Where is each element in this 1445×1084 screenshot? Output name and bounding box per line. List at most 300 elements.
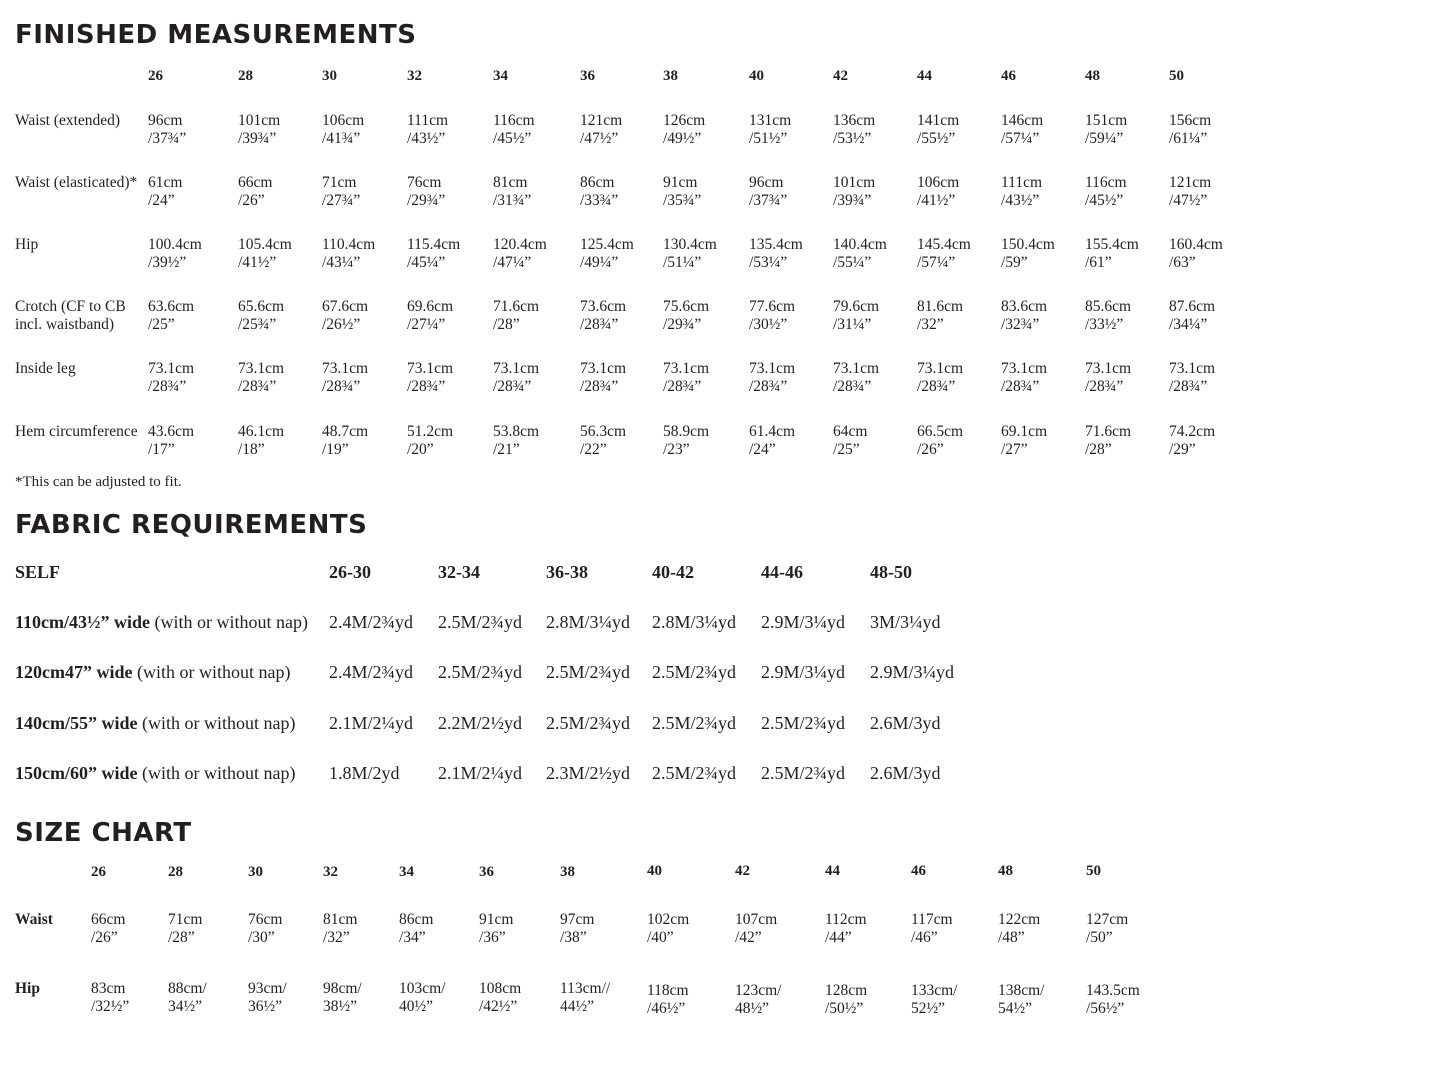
measurement-cell [833, 174, 875, 210]
measurement-cell [493, 423, 539, 459]
size-cell [647, 982, 689, 1018]
size-cell [91, 980, 129, 1016]
size-cell [399, 980, 446, 1016]
measurement-value: /47½” [580, 130, 619, 147]
size-value: /50” [1086, 929, 1113, 946]
measurement-value: /43¼” [322, 254, 361, 271]
measurement-value: /47¼” [493, 254, 532, 271]
size-value: 118cm [647, 982, 689, 999]
measurement-value: 58.9cm [663, 423, 710, 440]
size-value: /30” [248, 929, 275, 946]
measurement-cell [663, 174, 701, 210]
measurement-value: 116cm [1085, 174, 1127, 191]
measurement-cell [833, 298, 879, 334]
size-cell [825, 911, 867, 947]
nap-note: (with or without nap) [137, 763, 296, 783]
measurement-value: /49½” [663, 130, 702, 147]
size-value: 83cm [91, 980, 126, 997]
measurement-value: /31¾” [493, 192, 532, 209]
size-value: 88cm/ [168, 980, 207, 997]
measurement-cell [148, 360, 194, 396]
measurement-cell [580, 298, 626, 334]
measurement-cell [322, 298, 368, 334]
fabric-amount: 2.5M/2¾yd [761, 763, 846, 783]
measurement-value: /25” [833, 441, 860, 458]
measurement-value: 51.2cm [407, 423, 454, 440]
measurement-cell [407, 174, 445, 210]
size-header: 42 [735, 863, 750, 879]
measurement-cell [833, 112, 875, 148]
measurement-value: 69.6cm [407, 298, 454, 315]
measurement-cell [917, 236, 971, 272]
size-value: /28” [168, 929, 195, 946]
size-cell [323, 911, 357, 947]
measurement-cell [322, 423, 368, 459]
measurement-value: 53.8cm [493, 423, 540, 440]
size-header: 34 [493, 68, 508, 84]
size-cell [479, 980, 521, 1016]
measurement-value: /27¼” [407, 316, 446, 333]
measurement-value: /28¾” [580, 378, 619, 395]
size-value: 98cm/ [323, 980, 362, 997]
size-value: /32½” [91, 998, 130, 1015]
measurement-value: 73.1cm [580, 360, 627, 377]
size-header: 40 [647, 863, 662, 879]
measurement-cell [749, 423, 795, 459]
measurement-value: /35¾” [663, 192, 702, 209]
measurement-value: /26” [917, 441, 944, 458]
measurement-value: 136cm [833, 112, 876, 129]
measurement-value: 73.1cm [407, 360, 454, 377]
measurement-value: 66.5cm [917, 423, 964, 440]
size-value: 103cm/ [399, 980, 446, 997]
measurement-cell [238, 236, 292, 272]
size-value: /40” [647, 929, 674, 946]
size-value: 123cm/ [735, 982, 782, 999]
measurement-value: 105.4cm [238, 236, 292, 253]
measurement-value: 150.4cm [1001, 236, 1055, 253]
size-value: 71cm [168, 911, 203, 928]
size-cell [560, 911, 594, 947]
size-value: /42” [735, 929, 762, 946]
measurement-cell [1085, 236, 1139, 272]
measurement-value: /61¼” [1169, 130, 1208, 147]
size-value: 34½” [168, 998, 203, 1015]
measurement-cell [1169, 360, 1215, 396]
measurement-value: /29¾” [407, 192, 446, 209]
measurement-value: 106cm [322, 112, 365, 129]
size-value: 143.5cm [1086, 982, 1140, 999]
fabric-amount: 2.5M/2¾yd [652, 763, 737, 783]
row-label [15, 360, 76, 378]
measurement-value: 81cm [493, 174, 528, 191]
size-header: 36 [580, 68, 595, 84]
measurement-value: /51½” [749, 130, 788, 147]
size-value: 36½” [248, 998, 283, 1015]
size-value: 108cm [479, 980, 522, 997]
measurement-value: /34¼” [1169, 316, 1208, 333]
measurement-cell [663, 360, 709, 396]
measurement-value: 101cm [238, 112, 281, 129]
row-label-line: incl. waistband) [15, 316, 115, 333]
measurement-cell [580, 423, 626, 459]
measurement-value: /28” [1085, 441, 1112, 458]
measurement-cell [1001, 174, 1042, 210]
measurement-cell [1085, 112, 1127, 148]
measurement-value: 106cm [917, 174, 960, 191]
fabric-amount: 2.9M/3¼yd [761, 662, 846, 682]
measurement-value: /32” [917, 316, 944, 333]
size-header: 36 [479, 864, 494, 880]
measurement-value: /25” [148, 316, 175, 333]
measurement-value: /55½” [917, 130, 956, 147]
size-header: 42 [833, 68, 848, 84]
measurement-value: /33¾” [580, 192, 619, 209]
size-value: /46” [911, 929, 938, 946]
measurement-cell [322, 112, 364, 148]
size-value: 122cm [998, 911, 1041, 928]
fabric-amount: 2.5M/2¾yd [652, 662, 737, 682]
size-cell [560, 980, 610, 1016]
measurement-value: /41½” [238, 254, 277, 271]
row-label: Hip [15, 980, 40, 997]
size-value: /46½” [647, 1000, 686, 1017]
size-value: 66cm [91, 911, 126, 928]
fabric-amount: 2.8M/3¼yd [652, 612, 737, 632]
measurement-value: /57¼” [917, 254, 956, 271]
size-value: 102cm [647, 911, 690, 928]
measurement-cell [493, 236, 547, 272]
size-value: 54½” [998, 1000, 1033, 1017]
measurement-value: /39½” [148, 254, 187, 271]
measurement-value: /53¼” [749, 254, 788, 271]
size-value: 112cm [825, 911, 867, 928]
measurement-value: /29¾” [663, 316, 702, 333]
measurement-cell [1001, 423, 1047, 459]
measurement-value: /28¾” [1085, 378, 1124, 395]
row-label-line: Inside leg [15, 360, 76, 377]
measurement-value: 64cm [833, 423, 868, 440]
measurement-value: /31¼” [833, 316, 872, 333]
measurement-value: /61” [1085, 254, 1112, 271]
measurement-value: /28¾” [580, 316, 619, 333]
measurement-cell [580, 174, 618, 210]
measurement-cell [1085, 298, 1131, 334]
size-value: /50½” [825, 1000, 864, 1017]
measurement-value: 71.6cm [493, 298, 540, 315]
row-label: Waist [15, 911, 53, 928]
size-value: /36” [479, 929, 506, 946]
measurement-cell [238, 112, 280, 148]
measurement-value: 43.6cm [148, 423, 195, 440]
measurement-cell [1001, 298, 1047, 334]
measurement-value: 111cm [1001, 174, 1043, 191]
size-value: 76cm [248, 911, 283, 928]
measurement-value: 48.7cm [322, 423, 369, 440]
size-header: 30 [248, 864, 263, 880]
measurement-value: /32¾” [1001, 316, 1040, 333]
measurement-value: /28¾” [663, 378, 702, 395]
measurement-value: /51¼” [663, 254, 702, 271]
measurement-value: 73.1cm [148, 360, 195, 377]
measurement-value: /26½” [322, 316, 361, 333]
measurement-value: /30½” [749, 316, 788, 333]
size-value: 91cm [479, 911, 514, 928]
measurement-value: 67.6cm [322, 298, 369, 315]
size-range-header: 26-30 [329, 562, 371, 582]
size-cell [479, 911, 513, 947]
measurement-value: /28¾” [493, 378, 532, 395]
measurement-value: /24” [148, 192, 175, 209]
measurement-value: /43½” [407, 130, 446, 147]
row-label-line: Waist (elasticated)* [15, 174, 138, 191]
size-header: 32 [407, 68, 422, 84]
size-value: /56½” [1086, 1000, 1125, 1017]
size-header: 26 [148, 68, 163, 84]
measurement-value: /28¾” [148, 378, 187, 395]
size-value: 81cm [323, 911, 358, 928]
size-header: 28 [238, 68, 253, 84]
measurement-value: /21” [493, 441, 520, 458]
measurement-value: /49¼” [580, 254, 619, 271]
size-value: 127cm [1086, 911, 1129, 928]
size-cell [911, 911, 953, 947]
measurement-value: /22” [580, 441, 607, 458]
measurement-value: 91cm [663, 174, 698, 191]
measurement-value: 46.1cm [238, 423, 285, 440]
measurement-cell [917, 112, 959, 148]
fabric-amount: 2.4M/2¾yd [329, 612, 414, 632]
measurement-value: 74.2cm [1169, 423, 1216, 440]
measurement-cell [663, 423, 709, 459]
measurement-cell [833, 236, 887, 272]
measurement-value: 73.6cm [580, 298, 627, 315]
measurement-value: 126cm [663, 112, 706, 129]
measurement-cell [917, 174, 959, 210]
measurement-cell [148, 174, 182, 210]
size-header: 34 [399, 864, 414, 880]
measurement-cell [749, 298, 795, 334]
measurement-value: 73.1cm [1001, 360, 1048, 377]
size-header: 44 [917, 68, 932, 84]
measurement-value: 111cm [407, 112, 449, 129]
fabric-amount: 2.1M/2¼yd [329, 713, 414, 733]
measurement-value: /20” [407, 441, 434, 458]
size-cell [911, 982, 958, 1018]
measurement-value: 145.4cm [917, 236, 971, 253]
measurement-cell [407, 298, 453, 334]
fabric-width: 140cm/55” wide [15, 713, 138, 733]
measurement-value: 73.1cm [917, 360, 964, 377]
row-label [15, 423, 138, 441]
size-header: 48 [1085, 68, 1100, 84]
row-label [15, 174, 137, 192]
nap-note: (with or without nap) [132, 662, 291, 682]
measurement-value: 66cm [238, 174, 273, 191]
measurement-value: /45½” [1085, 192, 1124, 209]
measurement-cell [833, 423, 867, 459]
measurement-value: /28¾” [749, 378, 788, 395]
size-cell [399, 911, 433, 947]
fabric-amount: 2.5M/2¾yd [546, 713, 631, 733]
size-cell [735, 911, 777, 947]
measurement-value: 96cm [749, 174, 784, 191]
size-cell [735, 982, 782, 1018]
measurement-value: /28” [493, 316, 520, 333]
measurement-cell [663, 298, 709, 334]
size-header: 30 [322, 68, 337, 84]
fabric-amount: 2.5M/2¾yd [438, 662, 523, 682]
measurement-value: /23” [663, 441, 690, 458]
measurement-value: /26” [238, 192, 265, 209]
measurement-value: 140.4cm [833, 236, 887, 253]
measurement-value: 65.6cm [238, 298, 285, 315]
measurement-value: 76cm [407, 174, 442, 191]
measurement-value: /55¼” [833, 254, 872, 271]
measurement-value: 86cm [580, 174, 615, 191]
size-header: 32 [323, 864, 338, 880]
measurement-value: /59” [1001, 254, 1028, 271]
size-cell [323, 980, 362, 1016]
size-value: 93cm/ [248, 980, 287, 997]
measurement-value: 75.6cm [663, 298, 710, 315]
row-label-line: Crotch (CF to CB [15, 298, 126, 315]
size-value: /38” [560, 929, 587, 946]
measurement-value: 160.4cm [1169, 236, 1223, 253]
measurement-value: /27¾” [322, 192, 361, 209]
row-label-line: Waist (extended) [15, 112, 121, 129]
measurement-value: /28¾” [917, 378, 956, 395]
fabric-requirements-title: FABRIC REQUIREMENTS [15, 510, 368, 540]
measurement-value: /41½” [917, 192, 956, 209]
size-value: 48½” [735, 1000, 770, 1017]
fabric-amount: 2.5M/2¾yd [438, 612, 523, 632]
measurement-cell [493, 112, 535, 148]
measurement-cell [749, 360, 795, 396]
measurement-value: 61cm [148, 174, 183, 191]
fabric-amount: 2.4M/2¾yd [329, 662, 414, 682]
fabric-width-label [15, 662, 290, 682]
measurement-cell [1001, 236, 1055, 272]
measurement-cell [322, 360, 368, 396]
measurement-value: /33½” [1085, 316, 1124, 333]
size-range-header: 44-46 [761, 562, 803, 582]
size-value: 117cm [911, 911, 953, 928]
size-value: 86cm [399, 911, 434, 928]
measurement-cell [493, 298, 539, 334]
size-header: 48 [998, 863, 1013, 879]
size-value: 128cm [825, 982, 868, 999]
measurement-cell [238, 298, 284, 334]
size-header: 46 [911, 863, 926, 879]
size-header: 44 [825, 863, 840, 879]
measurement-cell [1169, 423, 1215, 459]
measurement-value: /39¾” [833, 192, 872, 209]
measurement-value: 73.1cm [1169, 360, 1216, 377]
measurement-value: 121cm [1169, 174, 1212, 191]
measurement-value: 73.1cm [749, 360, 796, 377]
measurement-value: /41¾” [322, 130, 361, 147]
finished-measurements-title: FINISHED MEASUREMENTS [15, 20, 417, 50]
row-label [15, 112, 120, 130]
measurement-value: /28¾” [238, 378, 277, 395]
fabric-width-label [15, 612, 308, 632]
measurement-value: /37¾” [148, 130, 187, 147]
measurement-value: /43½” [1001, 192, 1040, 209]
size-chart-title: SIZE CHART [15, 818, 192, 848]
measurement-value: 101cm [833, 174, 876, 191]
measurement-value: 156cm [1169, 112, 1212, 129]
size-value: 40½” [399, 998, 434, 1015]
measurement-cell [238, 423, 284, 459]
measurement-value: 146cm [1001, 112, 1044, 129]
fabric-width: 150cm/60” wide [15, 763, 138, 783]
measurement-value: /59¼” [1085, 130, 1124, 147]
size-value: 138cm/ [998, 982, 1045, 999]
fabric-amount: 2.2M/2½yd [438, 713, 523, 733]
measurement-cell [1169, 174, 1211, 210]
measurement-value: 73.1cm [833, 360, 880, 377]
size-value: 38½” [323, 998, 358, 1015]
size-value: /26” [91, 929, 118, 946]
measurement-value: 73.1cm [493, 360, 540, 377]
size-range-header: 36-38 [546, 562, 588, 582]
measurement-value: /28¾” [1001, 378, 1040, 395]
measurement-value: /63” [1169, 254, 1196, 271]
fabric-width: 110cm/43½” wide [15, 612, 150, 632]
measurement-value: /39¾” [238, 130, 277, 147]
measurement-value: 73.1cm [663, 360, 710, 377]
size-cell [168, 911, 202, 947]
measurement-value: 83.6cm [1001, 298, 1048, 315]
fabric-amount: 2.3M/2½yd [546, 763, 631, 783]
fabric-amount: 2.6M/3yd [870, 713, 941, 733]
size-cell [825, 982, 867, 1018]
measurement-cell [1169, 112, 1211, 148]
fabric-amount: 2.9M/3¼yd [761, 612, 846, 632]
size-cell [647, 911, 689, 947]
measurement-cell [238, 360, 284, 396]
size-value: 52½” [911, 1000, 946, 1017]
fabric-amount: 2.9M/3¼yd [870, 662, 955, 682]
measurement-value: /24” [749, 441, 776, 458]
nap-note: (with or without nap) [137, 713, 296, 733]
measurement-cell [580, 236, 634, 272]
measurement-value: 73.1cm [1085, 360, 1132, 377]
size-range-header: 48-50 [870, 562, 912, 582]
measurement-cell [148, 298, 194, 334]
measurement-value: 69.1cm [1001, 423, 1048, 440]
measurement-value: 155.4cm [1085, 236, 1139, 253]
measurement-value: 85.6cm [1085, 298, 1132, 315]
size-header: 28 [168, 864, 183, 880]
measurement-value: /53½” [833, 130, 872, 147]
size-header: 50 [1086, 863, 1101, 879]
size-range-header: 40-42 [652, 562, 694, 582]
measurement-cell [580, 112, 622, 148]
measurement-value: /47½” [1169, 192, 1208, 209]
measurement-value: /28¾” [322, 378, 361, 395]
measurement-cell [407, 236, 460, 272]
measurement-cell [407, 423, 453, 459]
measurement-value: /57¼” [1001, 130, 1040, 147]
measurement-value: 81.6cm [917, 298, 964, 315]
size-cell [998, 982, 1045, 1018]
size-value: 44½” [560, 998, 595, 1015]
measurement-value: 63.6cm [148, 298, 195, 315]
size-cell [168, 980, 207, 1016]
measurement-value: 121cm [580, 112, 623, 129]
